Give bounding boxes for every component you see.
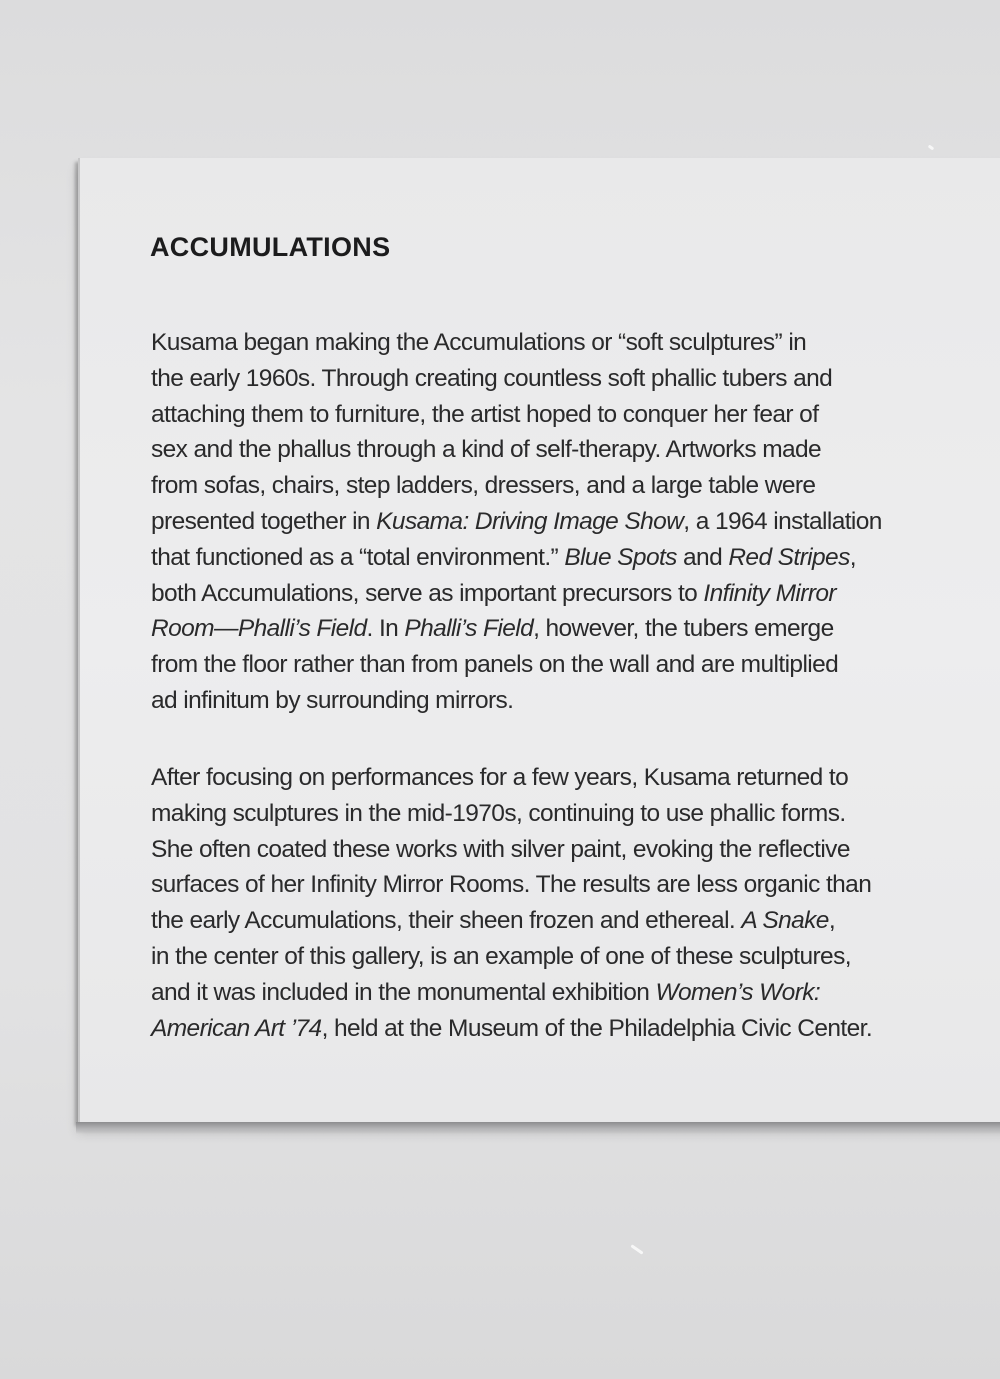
body-text: and it was included in the monumental exhibition — [151, 978, 656, 1006]
body-text: from sofas, chairs, step ladders, dressers, and a large table were — [151, 472, 816, 500]
label-text-line — [151, 576, 882, 612]
label-paragraph-1 — [151, 325, 882, 719]
label-paragraph-2 — [151, 760, 872, 1046]
body-text: the early Accumulations, their sheen frozen and ethereal. — [151, 907, 742, 935]
body-text: . In — [366, 615, 405, 643]
label-text-line — [151, 468, 882, 504]
body-text: ad infinitum by surrounding mirrors. — [151, 686, 514, 714]
body-text: , — [849, 543, 856, 571]
body-text: the early 1960s. Through creating countless soft phallic tubers and — [151, 364, 833, 392]
label-text-line — [151, 325, 882, 361]
body-text: She often coated these works with silver paint, evoking the reflective — [151, 835, 850, 863]
label-text-line — [151, 504, 882, 540]
label-text-line — [151, 397, 882, 433]
body-text: surfaces of her Infinity Mirror Rooms. The results are less organic than — [151, 871, 872, 899]
label-title: ACCUMULATIONS — [150, 232, 391, 262]
label-text-line — [151, 611, 882, 647]
artwork-title-text: Red Stripes — [728, 543, 850, 571]
label-text-line — [151, 903, 872, 939]
label-text-line — [151, 1011, 872, 1047]
body-text: in the center of this gallery, is an example of one of these sculptures, — [151, 942, 851, 970]
wall-speck — [928, 145, 935, 151]
body-text: sex and the phallus through a kind of self-therapy. Artworks made — [151, 436, 822, 464]
artwork-title-text: Kusama: Driving Image Show — [376, 507, 684, 535]
label-text-line — [151, 432, 882, 468]
body-text: After focusing on performances for a few years, Kusama returned to — [151, 764, 849, 791]
label-text-line — [151, 975, 872, 1011]
body-text: attaching them to furniture, the artist hoped to conquer her fear of — [151, 400, 819, 428]
body-text: , held at the Museum of the Philadelphia Civic Center. — [321, 1014, 873, 1042]
wall-label-panel-edge — [76, 1122, 1000, 1134]
artwork-title-text: Infinity Mirror — [703, 579, 836, 607]
wall-speck — [630, 1244, 643, 1254]
body-text: from the floor rather than from panels on the wall and are multiplied — [151, 651, 839, 679]
artwork-title-text: Blue Spots — [564, 543, 677, 571]
label-text-line — [151, 939, 872, 975]
label-text-line — [151, 361, 882, 397]
body-text: both Accumulations, serve as important precursors to — [151, 579, 704, 607]
body-text: making sculptures in the mid-1970s, continuing to use phallic forms. — [151, 799, 846, 827]
artwork-title-text: American Art ’74 — [151, 1014, 322, 1042]
artwork-title-text: A Snake — [741, 907, 829, 935]
label-text-line — [151, 683, 882, 719]
body-text: , — [828, 907, 836, 935]
body-text: presented together in — [151, 507, 377, 535]
label-text-line — [151, 647, 882, 683]
body-text: Kusama began making the Accumulations or “soft sculptures” in — [151, 329, 807, 356]
label-text-line — [151, 760, 872, 796]
label-text-line — [151, 832, 872, 868]
label-text-line — [151, 540, 882, 576]
artwork-title-text: Phalli’s Field — [404, 615, 534, 643]
label-text-line — [151, 867, 872, 903]
artwork-title-text: Women’s Work: — [655, 978, 821, 1006]
body-text: , a 1964 installation — [683, 507, 882, 535]
body-text: that functioned as a “total environment.” — [151, 543, 565, 571]
artwork-title-text: Room—Phalli’s Field — [151, 615, 367, 643]
label-text-line — [151, 796, 872, 832]
body-text: and — [676, 543, 729, 571]
body-text: , however, the tubers emerge — [533, 615, 834, 643]
